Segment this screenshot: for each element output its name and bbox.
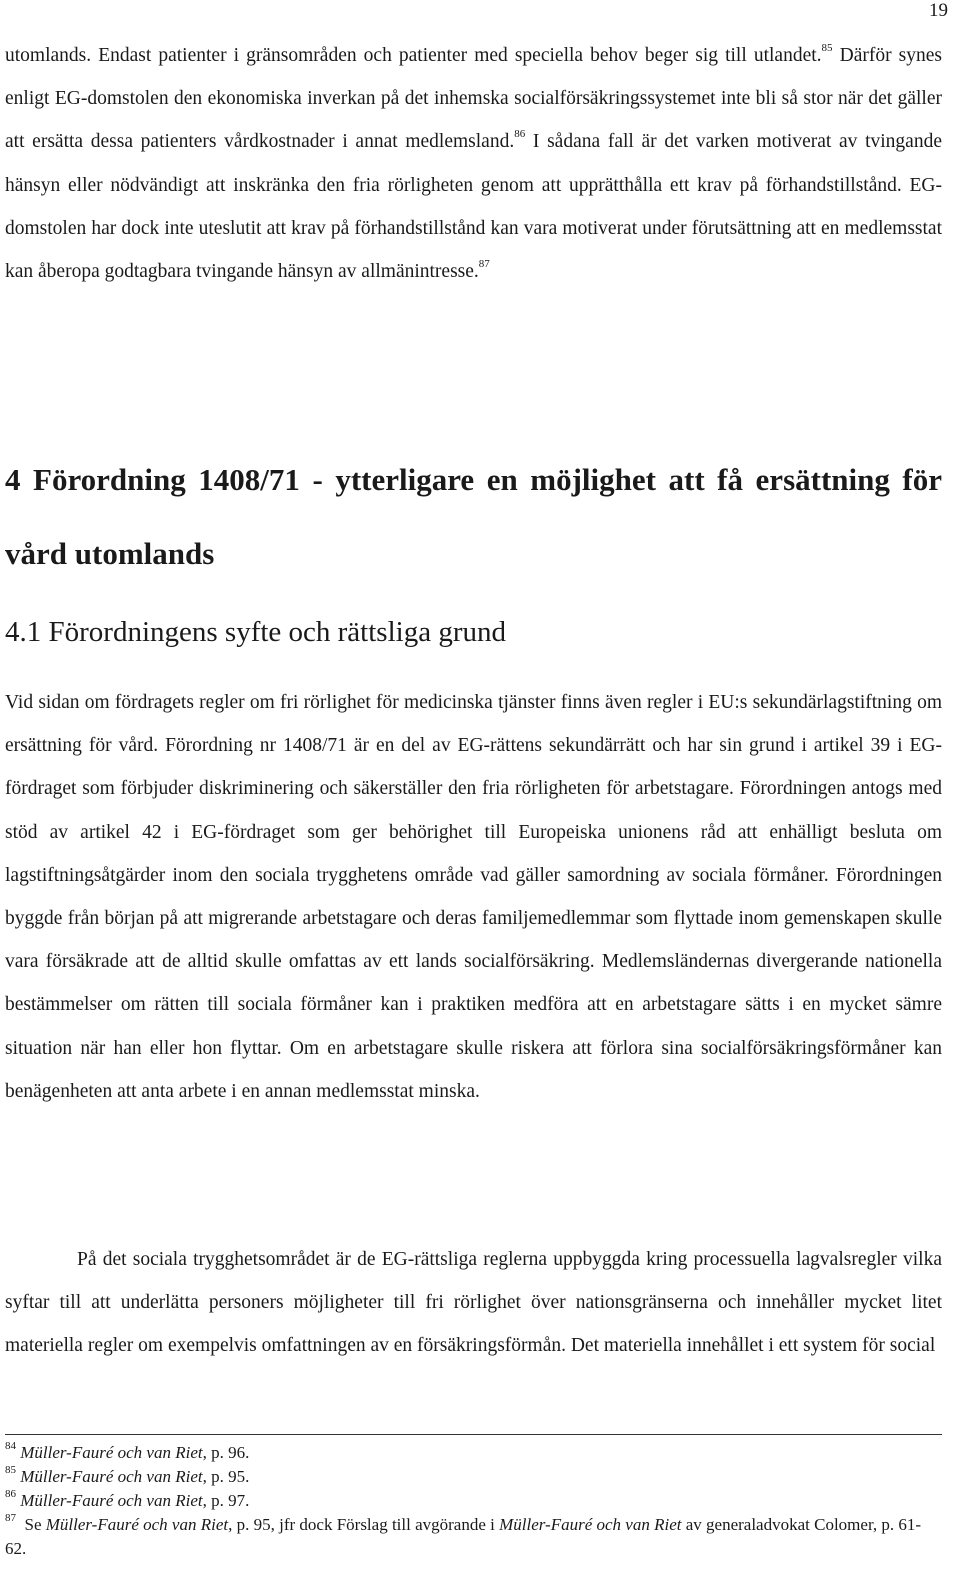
footnote-number: 87 <box>5 1512 16 1525</box>
page-number: 19 <box>929 0 948 21</box>
footnote-86 <box>5 1489 942 1513</box>
footnote-ref-85[interactable]: 85 <box>821 41 833 54</box>
footnote-ref-86[interactable]: 86 <box>514 127 526 140</box>
footnote-citation: Müller-Fauré och van Riet <box>20 1491 203 1510</box>
footnotes <box>5 1441 942 1561</box>
footnote-ref-87[interactable]: 87 <box>478 257 490 270</box>
footnote-citation: Müller-Fauré och van Riet <box>20 1443 203 1462</box>
intro-text-2: Därför synes enligt EG-domstolen den ekonomiska inverkan på det inhemska socialförsäkringssystemet inte bli så stor när det gäller att ersätta dessa patienters vårdkostnader i annat medlemsland. <box>5 45 942 153</box>
footnote-citation: Müller-Fauré och van Riet <box>45 1515 229 1534</box>
footnote-number: 84 <box>5 1440 16 1453</box>
footnote-pages: , p. 95. <box>202 1467 250 1486</box>
body-paragraph-1: Vid sidan om fördragets regler om fri rörlighet för medicinska tjänster finns även regler i EU:s sekundärlagstiftning om ersättning för vård. Förordning nr 1408/71 är en del av EG-rättens sekundärrätt och har sin grund i artikel 39 i EG-fördraget som förbjuder diskriminering och säkerställer den fria rörligheten för arbetstagare. Förordningen antogs med stöd av artikel 42 i EG-fördraget som ger behörighet till Europeiska unionens råd att enhälligt besluta om lagstiftningsåtgärder inom den sociala trygghetens område vad gäller samordning av sociala förmåner. Förordningen byggde från början på att migrerande arbetstagare och deras familjemedlemmar som flyttade inom gemenskapen skulle vara försäkrade att de alltid skulle omfattas av ett lands socialförsäkring. Medlemsländernas divergerande nationella bestämmelser om rätten till sociala förmåner kan i praktiken medföra att en arbetstagare sätts i en mycket sämre situation när han eller hon flyttar. Om en arbetstagare skulle riskera att förlora sina socialförsäkringsförmåner kan benägenheten att anta arbete i en annan medlemsstat minska. <box>5 692 942 1102</box>
intro-text-3: I sådana fall är det varken motiverat av tvingande hänsyn eller nödvändigt att inskränka den fria rörligheten genom att upprätthålla ett krav på förhandstillstånd. EG-domstolen har dock inte uteslutit att krav på förhandstillstånd kan vara motiverat under förutsättning att en medlemsstat kan åberopa godtagbara tvingande hänsyn av allmänintresse. <box>5 131 942 283</box>
footnote-87 <box>5 1513 942 1561</box>
footnote-number: 86 <box>5 1488 16 1501</box>
footnote-84 <box>5 1441 942 1465</box>
footnote-citation: Müller-Fauré och van Riet <box>20 1467 203 1486</box>
footnote-number: 85 <box>5 1464 16 1477</box>
footnote-85 <box>5 1465 942 1489</box>
footnote-text: , p. 95, jfr dock Förslag till avgörande i <box>228 1515 500 1534</box>
section-heading: 4.1 Förordningens syfte och rättsliga grund <box>5 616 506 648</box>
intro-paragraph <box>5 34 942 293</box>
body-paragraph-2: På det sociala trygghetsområdet är de EG-rättsliga reglerna uppbyggda kring processuella lagvalsregler vilka syftar till att underlätta personers möjligheter till fri rörlighet över nationsgränserna och innehåller mycket litet materiella regler om exempelvis omfattningen av en försäkringsförmån. Det materiella innehållet i ett system för social <box>5 1249 942 1357</box>
footnote-citation: Müller-Fauré och van Riet <box>499 1515 682 1534</box>
footnote-text: av generaladvokat Colomer, p. 61-62. <box>5 1515 922 1558</box>
footnote-pages: , p. 97. <box>202 1491 250 1510</box>
footnote-prefix: Se <box>16 1515 46 1534</box>
chapter-heading: 4 Förordning 1408/71 - ytterligare en möjlighet att få ersättning för vård utomlands <box>5 462 942 571</box>
footnote-divider <box>5 1434 942 1435</box>
intro-text-1: utomlands. Endast patienter i gränsområden och patienter med speciella behov beger sig till utlandet. <box>5 45 822 66</box>
footnote-pages: , p. 96. <box>202 1443 250 1462</box>
